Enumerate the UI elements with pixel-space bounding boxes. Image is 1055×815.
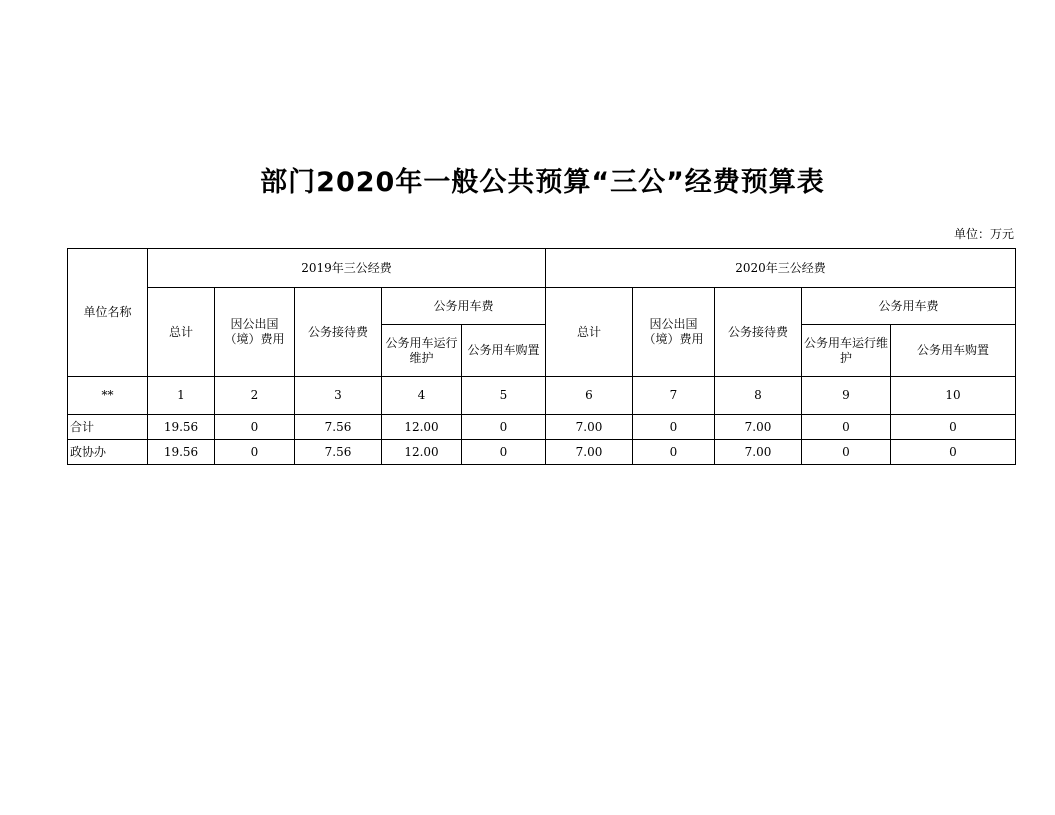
table-cell: 12.00: [382, 415, 462, 440]
budget-table: [67, 248, 1016, 465]
abroad-header-2019: 因公出国（境）费用: [215, 288, 295, 377]
index-cell: 3: [295, 377, 382, 415]
unit-label: 单位：万元: [953, 227, 1014, 241]
vehicle-maintain-header-2020: 公务用车运行维护: [802, 325, 891, 377]
vehicle-purchase-header-2020: 公务用车购置: [891, 325, 1016, 377]
vehicle-maintain-header-2019: 公务用车运行维护: [382, 325, 462, 377]
table-cell: 12.00: [382, 440, 462, 465]
table-cell: 0: [215, 440, 295, 465]
total-header-2020: 总计: [546, 288, 633, 377]
index-cell: 10: [891, 377, 1016, 415]
index-cell: 2: [215, 377, 295, 415]
table-cell: 19.56: [148, 415, 215, 440]
unit-name-cell: 合计: [68, 415, 148, 440]
table-cell: 7.00: [546, 415, 633, 440]
table-cell: 0: [802, 415, 891, 440]
table-cell: 7.00: [715, 440, 802, 465]
header-row-2: [68, 288, 1016, 325]
group-2020-header: 2020年三公经费: [546, 249, 1016, 288]
table-cell: 0: [215, 415, 295, 440]
index-cell: 6: [546, 377, 633, 415]
vehicle-purchase-header-2019: 公务用车购置: [462, 325, 546, 377]
table-cell: 19.56: [148, 440, 215, 465]
group-2019-header: 2019年三公经费: [148, 249, 546, 288]
table-cell: 7.56: [295, 440, 382, 465]
reception-header-2019: 公务接待费: [295, 288, 382, 377]
index-cell: **: [68, 377, 148, 415]
unit-name-cell: 政协办: [68, 440, 148, 465]
table-cell: 0: [802, 440, 891, 465]
table-cell: 0: [633, 415, 715, 440]
vehicle-header-2019: 公务用车费: [382, 288, 546, 325]
page-title: 部门2020年一般公共预算“三公”经费预算表: [260, 167, 825, 198]
unit-name-header: 单位名称: [68, 249, 148, 377]
table-cell: 0: [633, 440, 715, 465]
table-cell: 0: [891, 440, 1016, 465]
table-cell: 7.00: [546, 440, 633, 465]
index-row: [68, 377, 1016, 415]
total-header-2019: 总计: [148, 288, 215, 377]
abroad-header-2020: 因公出国（境）费用: [633, 288, 715, 377]
vehicle-header-2020: 公务用车费: [802, 288, 1016, 325]
header-row-1: [68, 249, 1016, 288]
index-cell: 1: [148, 377, 215, 415]
table-cell: 7.00: [715, 415, 802, 440]
index-cell: 9: [802, 377, 891, 415]
table-cell: 0: [891, 415, 1016, 440]
table-cell: 0: [462, 440, 546, 465]
index-cell: 5: [462, 377, 546, 415]
table-cell: 0: [462, 415, 546, 440]
table-cell: 7.56: [295, 415, 382, 440]
index-cell: 7: [633, 377, 715, 415]
table-row: [68, 415, 1016, 440]
index-cell: 4: [382, 377, 462, 415]
table-row: [68, 440, 1016, 465]
index-cell: 8: [715, 377, 802, 415]
reception-header-2020: 公务接待费: [715, 288, 802, 377]
